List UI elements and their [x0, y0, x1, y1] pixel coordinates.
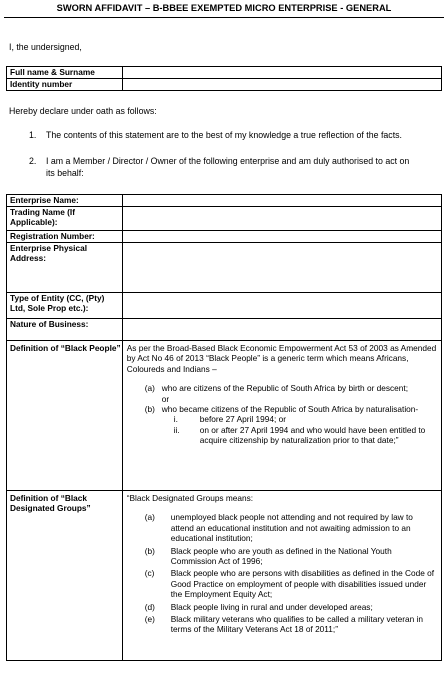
- nature-of-business-label: Nature of Business:: [7, 319, 123, 341]
- list-marker: (d): [144, 601, 155, 612]
- black-designated-groups-definition: [122, 491, 441, 661]
- enterprise-table: [6, 194, 442, 661]
- intro-text: I, the undersigned,: [9, 42, 82, 52]
- enterprise-name-field[interactable]: [122, 195, 441, 207]
- identity-table: [6, 66, 442, 91]
- black-people-intro: As per the Broad-Based Black Economic Empowerment Act 53 of 2003 as Amended by Act No 46 of 2013 “Black People” is a generic term which means Africans, Coloureds and Indians –: [126, 343, 437, 374]
- trading-name-label: Trading Name (If Applicable):: [7, 207, 123, 231]
- list-text: Black people who are youth as defined in the National Youth Commission Act of 1996;: [170, 545, 392, 567]
- list-item: [127, 383, 437, 393]
- list-item: [127, 568, 437, 599]
- list-text: who are citizens of the Republic of South Africa by birth or descent;: [161, 383, 409, 394]
- table-row: [7, 207, 442, 231]
- entity-type-field[interactable]: [122, 293, 441, 319]
- statement-2-number: 2.: [29, 156, 37, 166]
- table-row: [7, 231, 442, 243]
- list-marker: (a): [144, 383, 155, 394]
- registration-number-label: Registration Number:: [7, 231, 123, 243]
- list-text: Black people living in rural and under developed areas;: [170, 601, 373, 612]
- list-item: [127, 512, 437, 543]
- list-marker: (e): [144, 614, 155, 625]
- full-name-label: Full name & Surname: [7, 67, 123, 79]
- black-designated-groups-label: Definition of “Black Designated Groups”: [7, 491, 123, 661]
- registration-number-field[interactable]: [122, 231, 441, 243]
- list-text: who became citizens of the Republic of South Africa by naturalisation-: [161, 404, 419, 415]
- list-item: [127, 614, 437, 635]
- list-marker: i.: [173, 414, 178, 425]
- list-marker: (c): [144, 568, 155, 579]
- list-item: [127, 602, 437, 612]
- physical-address-label: Enterprise Physical Address:: [7, 243, 123, 293]
- identity-number-label: Identity number: [7, 79, 123, 91]
- list-marker: ii.: [173, 424, 180, 435]
- list-item: [127, 425, 437, 446]
- list-text: unemployed black people not attending and not required by law to attend an educational institution and not awaiting admission to an educational institution;: [170, 512, 413, 544]
- table-row: [7, 195, 442, 207]
- list-item: [127, 414, 437, 424]
- physical-address-field[interactable]: [122, 243, 441, 293]
- or-text: or: [161, 393, 170, 404]
- declare-text: Hereby declare under oath as follows:: [9, 106, 157, 116]
- table-row: [7, 341, 442, 491]
- list-text: Black military veterans who qualifies to be called a military veteran in terms of the Military Veterans Act 18 of 2011;”: [170, 614, 423, 635]
- table-row: [7, 293, 442, 319]
- title-divider: [4, 17, 444, 18]
- table-row: [7, 243, 442, 293]
- black-groups-intro: “Black Designated Groups means:: [126, 493, 254, 503]
- table-row: [7, 319, 442, 341]
- statement-2-line-1: I am a Member / Director / Owner of the following enterprise and am duly authorised to act on: [46, 156, 410, 166]
- black-people-definition: [122, 341, 441, 491]
- document-title: SWORN AFFIDAVIT – B-BBEE EXEMPTED MICRO ENTERPRISE - GENERAL: [56, 3, 392, 13]
- black-people-label: Definition of “Black People”: [7, 341, 123, 491]
- list-marker: (a): [144, 512, 155, 523]
- trading-name-field[interactable]: [122, 207, 441, 231]
- table-row: [7, 67, 442, 79]
- statement-1-text: The contents of this statement are to the best of my knowledge a true reflection of the facts.: [46, 130, 402, 140]
- statement-1-number: 1.: [29, 130, 37, 140]
- list-text: on or after 27 April 1994 and who would have been entitled to acquire citizenship by naturalization prior to that date;”: [199, 424, 426, 446]
- enterprise-name-label: Enterprise Name:: [7, 195, 123, 207]
- identity-number-field[interactable]: [122, 79, 441, 91]
- list-marker: (b): [144, 404, 155, 415]
- full-name-field[interactable]: [122, 67, 441, 79]
- list-text: before 27 April 1994; or: [199, 414, 286, 425]
- nature-of-business-field[interactable]: [122, 319, 441, 341]
- list-item: [127, 404, 437, 414]
- list-item: [127, 546, 437, 567]
- entity-type-label: Type of Entity (CC, (Pty) Ltd, Sole Prop etc.):: [7, 293, 123, 319]
- list-text: Black people who are persons with disabilities as defined in the Code of Good Practice on employment of people with disabilities issued under the Employment Equity Act;: [170, 568, 435, 600]
- table-row: [7, 79, 442, 91]
- statement-2-line-2: its behalf:: [46, 168, 84, 178]
- list-marker: (b): [144, 545, 155, 556]
- table-row: [7, 491, 442, 661]
